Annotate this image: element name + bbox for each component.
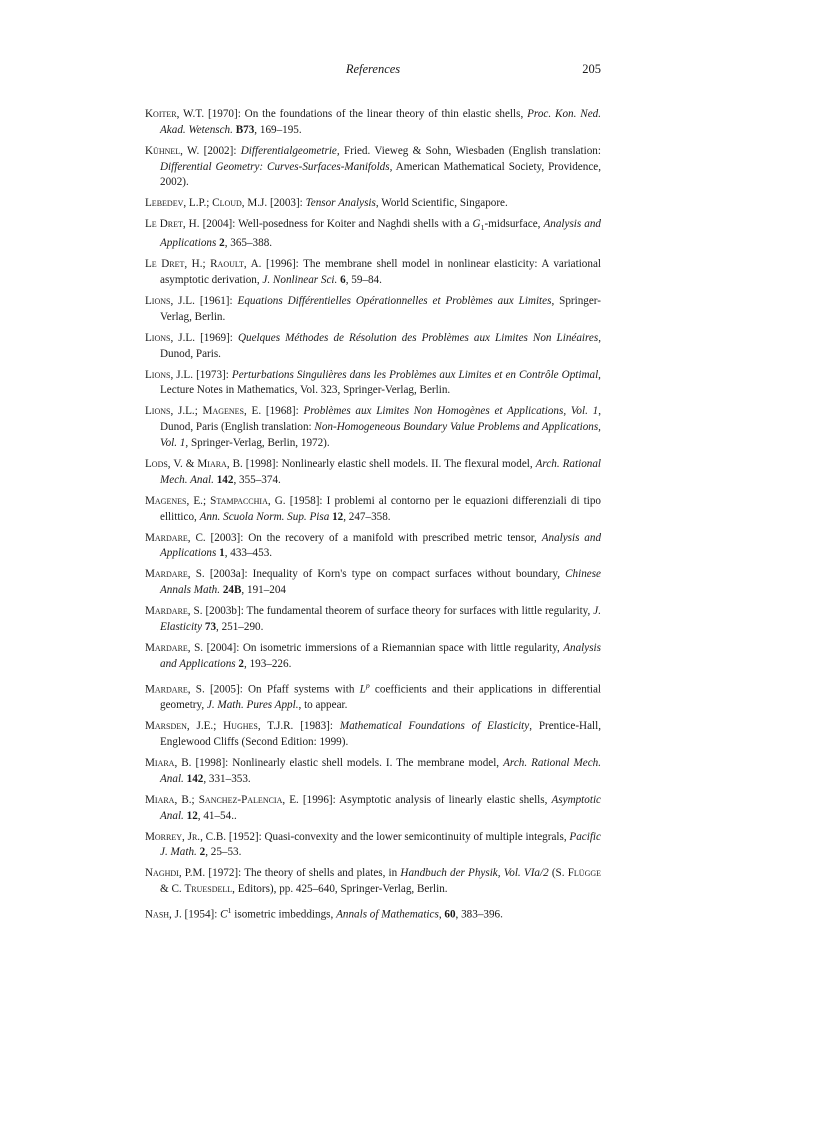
reference-text: Nonlinearly elastic shell models. I. The membrane model, (228, 757, 504, 770)
reference-text: 6 (340, 274, 346, 287)
reference-text: 24B (222, 584, 242, 597)
reference-authors: Magenes, E.; Stampacchia, G. (145, 494, 286, 507)
reference-authors: Mardare, S. (145, 605, 203, 618)
reference-text: , 383–396. (455, 908, 503, 921)
reference-authors: Nash, J. (145, 908, 182, 921)
reference-year: [2002]: (203, 144, 237, 157)
reference-entry (145, 217, 601, 252)
reference-title: Equations Différentielles Opérationnelles et Problèmes aux Limites (237, 295, 552, 308)
reference-text: The fundamental theorem of surface theory for surfaces with little regularity, (243, 605, 594, 618)
reference-authors: Lions, J.L. (145, 331, 196, 344)
reference-authors: Mardare, C. (145, 531, 206, 544)
reference-text: C (220, 908, 228, 921)
reference-title: Quelques Méthodes de Résolution des Problèmes aux Limites Non Linéaires (237, 331, 599, 344)
reference-entry (145, 641, 601, 673)
reference-year: [1952]: (228, 830, 262, 843)
reference-entry (145, 196, 601, 212)
reference-text: Truesdell (184, 883, 233, 896)
reference-year: [1996]: (302, 793, 336, 806)
reference-year: [1968]: (265, 405, 299, 418)
reference-text: 1 (227, 906, 232, 916)
reference-year: [2004]: (202, 218, 236, 231)
reference-entry (145, 457, 601, 489)
reference-year: [1998]: (245, 458, 279, 471)
reference-year: [1958]: (289, 494, 323, 507)
reference-text: , Lecture Notes in Mathematics, Vol. 323, Springer-Verlag, Berlin. (160, 368, 601, 397)
reference-text: , 251–290. (216, 620, 264, 633)
reference-authors: Kühnel, W. (145, 144, 200, 157)
reference-entry (145, 404, 601, 451)
reference-authors: Mardare, S. (145, 641, 204, 654)
reference-entry (145, 294, 601, 326)
running-header (145, 62, 601, 80)
reference-title: Pacific J. Math. (160, 830, 601, 859)
reference-entry (145, 567, 601, 599)
reference-text: Inequality of Korn's type on compact surfaces without boundary, (247, 568, 566, 581)
reference-authors: Lions, J.L. (145, 295, 195, 308)
reference-title: Analysis and Applications (160, 218, 601, 250)
reference-year: [2003]: (269, 197, 303, 210)
reference-title: L (359, 683, 366, 696)
reference-text: , 191–204 (241, 584, 286, 597)
reference-text: The membrane shell model in nonlinear elasticity: A variational asymptotic derivation, (160, 258, 601, 287)
reference-year: [2005]: (210, 683, 243, 696)
reference-authors: Le Dret, H.; Raoult, A. (145, 258, 262, 271)
reference-text: coefficients and their applications in differential geometry, (160, 683, 601, 712)
running-title: References (345, 62, 401, 76)
reference-entry (145, 531, 601, 563)
reference-entry (145, 144, 601, 191)
reference-authors: Naghdi, P.M. (145, 867, 206, 880)
reference-text: , 41–54.. (197, 809, 237, 822)
reference-year: [2003]: (210, 531, 244, 544)
reference-text (333, 720, 340, 732)
reference-text: American Mathematical Society, Providence, 2002). (160, 160, 601, 189)
reference-authors: Miara, B.; Sanchez-Palencia, E. (145, 793, 299, 806)
reference-year: [1970]: (208, 108, 241, 120)
reference-authors: Lebedev, L.P.; Cloud, M.J. (145, 197, 268, 210)
reference-text: & C. (160, 883, 185, 896)
reference-text: On isometric immersions of a Riemannian space with little regularity, (239, 641, 564, 654)
reference-text: Flügge (567, 867, 602, 880)
reference-text: , Dunod, Paris. (160, 331, 601, 360)
reference-authors: Morrey, Jr., C.B. (145, 830, 227, 843)
reference-text: , 365–388. (224, 237, 273, 250)
reference-text: , Dunod, Paris (English translation: (160, 405, 601, 434)
reference-year: [1972]: (208, 867, 242, 880)
reference-text: 142 (216, 473, 234, 486)
reference-text: , (438, 908, 445, 921)
reference-text: , 433–453. (224, 547, 273, 560)
reference-text: , 25–53. (205, 846, 242, 859)
reference-text: , Springer-Verlag, Berlin, 1972). (185, 437, 330, 450)
reference-entry (145, 830, 601, 862)
reference-text: Fried. Vieweg & Sohn, Wiesbaden (English translation: (339, 144, 601, 157)
reference-text: 2 (199, 846, 206, 859)
reference-title: Problèmes aux Limites Non Homogènes et Applications, Vol. 1 (303, 405, 599, 418)
reference-text: , 247–358. (343, 510, 391, 523)
reference-year: [2004]: (206, 641, 240, 654)
reference-entry (145, 793, 601, 825)
reference-entry (145, 331, 601, 363)
reference-title: Differential Geometry: Curves-Surfaces-Manifolds, (160, 160, 393, 173)
reference-text: , Springer-Verlag, Berlin. (160, 295, 601, 323)
reference-year: [1969]: (200, 331, 233, 344)
reference-title: Ann. Scuola Norm. Sup. Pisa (199, 510, 330, 523)
reference-text: On the foundations of the linear theory of thin elastic shells, (240, 108, 528, 120)
reference-text: , 355–374. (233, 473, 281, 486)
reference-entry (145, 719, 601, 751)
reference-title: Handbuch der Physik, Vol. VIa/2 (400, 867, 549, 880)
reference-entry (145, 107, 601, 139)
reference-title: Asymptotic Anal. (160, 793, 601, 822)
reference-authors: Lods, V. & Miara, B. (145, 458, 243, 471)
reference-title: Mathematical Foundations of Elasticity (339, 720, 530, 733)
reference-entry (145, 257, 601, 289)
reference-entry (145, 756, 601, 788)
reference-title: J. Nonlinear Sci. (262, 274, 338, 287)
reference-text: 73 (204, 620, 217, 633)
reference-year: [2003a]: (209, 568, 248, 581)
reference-text: On the recovery of a manifold with prescribed metric tensor, (243, 531, 542, 544)
reference-title: Annals of Mathematics (336, 908, 439, 921)
reference-text: , World Scientific, Singapore. (375, 197, 508, 210)
reference-text: 1 (480, 223, 485, 233)
reference-title: Non-Homogeneous Boundary Value Problems and Applications, Vol. 1 (160, 421, 601, 450)
reference-title: Arch. Rational Mech. Anal. (160, 757, 601, 785)
reference-text: , 59–84. (345, 274, 382, 287)
reference-entry (145, 866, 601, 898)
reference-text: On Pfaff systems with (242, 683, 360, 696)
reference-text: 60 (444, 908, 456, 921)
reference-text: , 331–353. (203, 772, 251, 785)
reference-authors: Miara, B. (145, 757, 192, 770)
reference-year: [1961]: (199, 295, 233, 308)
page-number: 205 (582, 62, 601, 76)
reference-year: [1954]: (184, 908, 218, 921)
reference-text: 12 (186, 809, 198, 822)
reference-year: [1973]: (196, 368, 229, 381)
reference-title: Chinese Annals Math. (160, 568, 601, 597)
reference-text: Quasi-convexity and the lower semicontinuity of multiple integrals, (261, 830, 570, 843)
reference-entry (145, 903, 601, 924)
reference-text: , 169–195. (254, 123, 302, 136)
reference-text: -midsurface, (484, 218, 544, 231)
reference-authors: Marsden, J.E.; Hughes, T.J.R. (145, 720, 294, 733)
reference-text: Asymptotic analysis of linearly elastic shells, (335, 793, 552, 806)
reference-title: Arch. Rational Mech. Anal. (160, 458, 601, 486)
reference-title: J. Math. Pures Appl. (206, 699, 299, 712)
reference-text: , Editors), pp. 425–640, Springer-Verlag, Berlin. (232, 883, 448, 896)
reference-title: Perturbations Singulières dans les Problèmes aux Limites et en Contrôle Optimal (231, 368, 599, 381)
reference-authors: Le Dret, H. (145, 218, 200, 231)
reference-entry (145, 368, 601, 400)
reference-authors: Mardare, S. (145, 683, 205, 696)
reference-list (145, 107, 601, 929)
reference-entry (145, 678, 601, 714)
reference-text: isometric imbeddings, (231, 908, 337, 921)
reference-text: B73 (235, 123, 255, 136)
reference-text: , Prentice-Hall, Englewood Cliffs (Second Edition: 1999). (160, 720, 601, 749)
reference-text: The theory of shells and plates, in (241, 867, 401, 880)
reference-text: Well-posedness for Koiter and Naghdi shells with a (235, 218, 473, 231)
reference-text: Nonlinearly elastic shell models. II. The flexural model, (278, 458, 536, 471)
reference-text: 2 (219, 237, 225, 250)
reference-authors: Mardare, S. (145, 568, 205, 581)
reference-title: Differentialgeometrie, (240, 144, 340, 157)
reference-title: Tensor Analysis (305, 197, 376, 210)
reference-year: [2003b]: (205, 605, 244, 618)
reference-text: I problemi al contorno per le equazioni differenziali di tipo ellittico, (160, 494, 601, 523)
reference-year: [1983]: (300, 720, 333, 733)
reference-authors: Lions, J.L.; Magenes, E. (145, 405, 262, 418)
reference-text: , to appear. (298, 699, 348, 712)
reference-year: [1998]: (195, 757, 229, 770)
reference-title: Proc. Kon. Ned. Akad. Wetensch. (160, 108, 601, 136)
reference-text: 142 (186, 772, 204, 785)
reference-title: Analysis and Applications (160, 531, 602, 560)
reference-authors: Lions, J.L. (145, 368, 194, 381)
reference-text: , 193–226. (244, 657, 292, 670)
reference-entry (145, 494, 601, 526)
reference-text: (S. (548, 867, 568, 880)
reference-entry (145, 604, 601, 636)
reference-text: 1 (219, 547, 225, 560)
reference-title: J. Elasticity (160, 605, 601, 633)
reference-year: [1996]: (265, 258, 299, 271)
reference-text: p (365, 680, 370, 690)
reference-title: Analysis and Applications (160, 641, 601, 670)
reference-text: 2 (238, 657, 244, 670)
reference-text: 12 (332, 510, 344, 523)
reference-title: G (472, 218, 481, 231)
reference-authors: Koiter, W.T. (145, 108, 205, 120)
